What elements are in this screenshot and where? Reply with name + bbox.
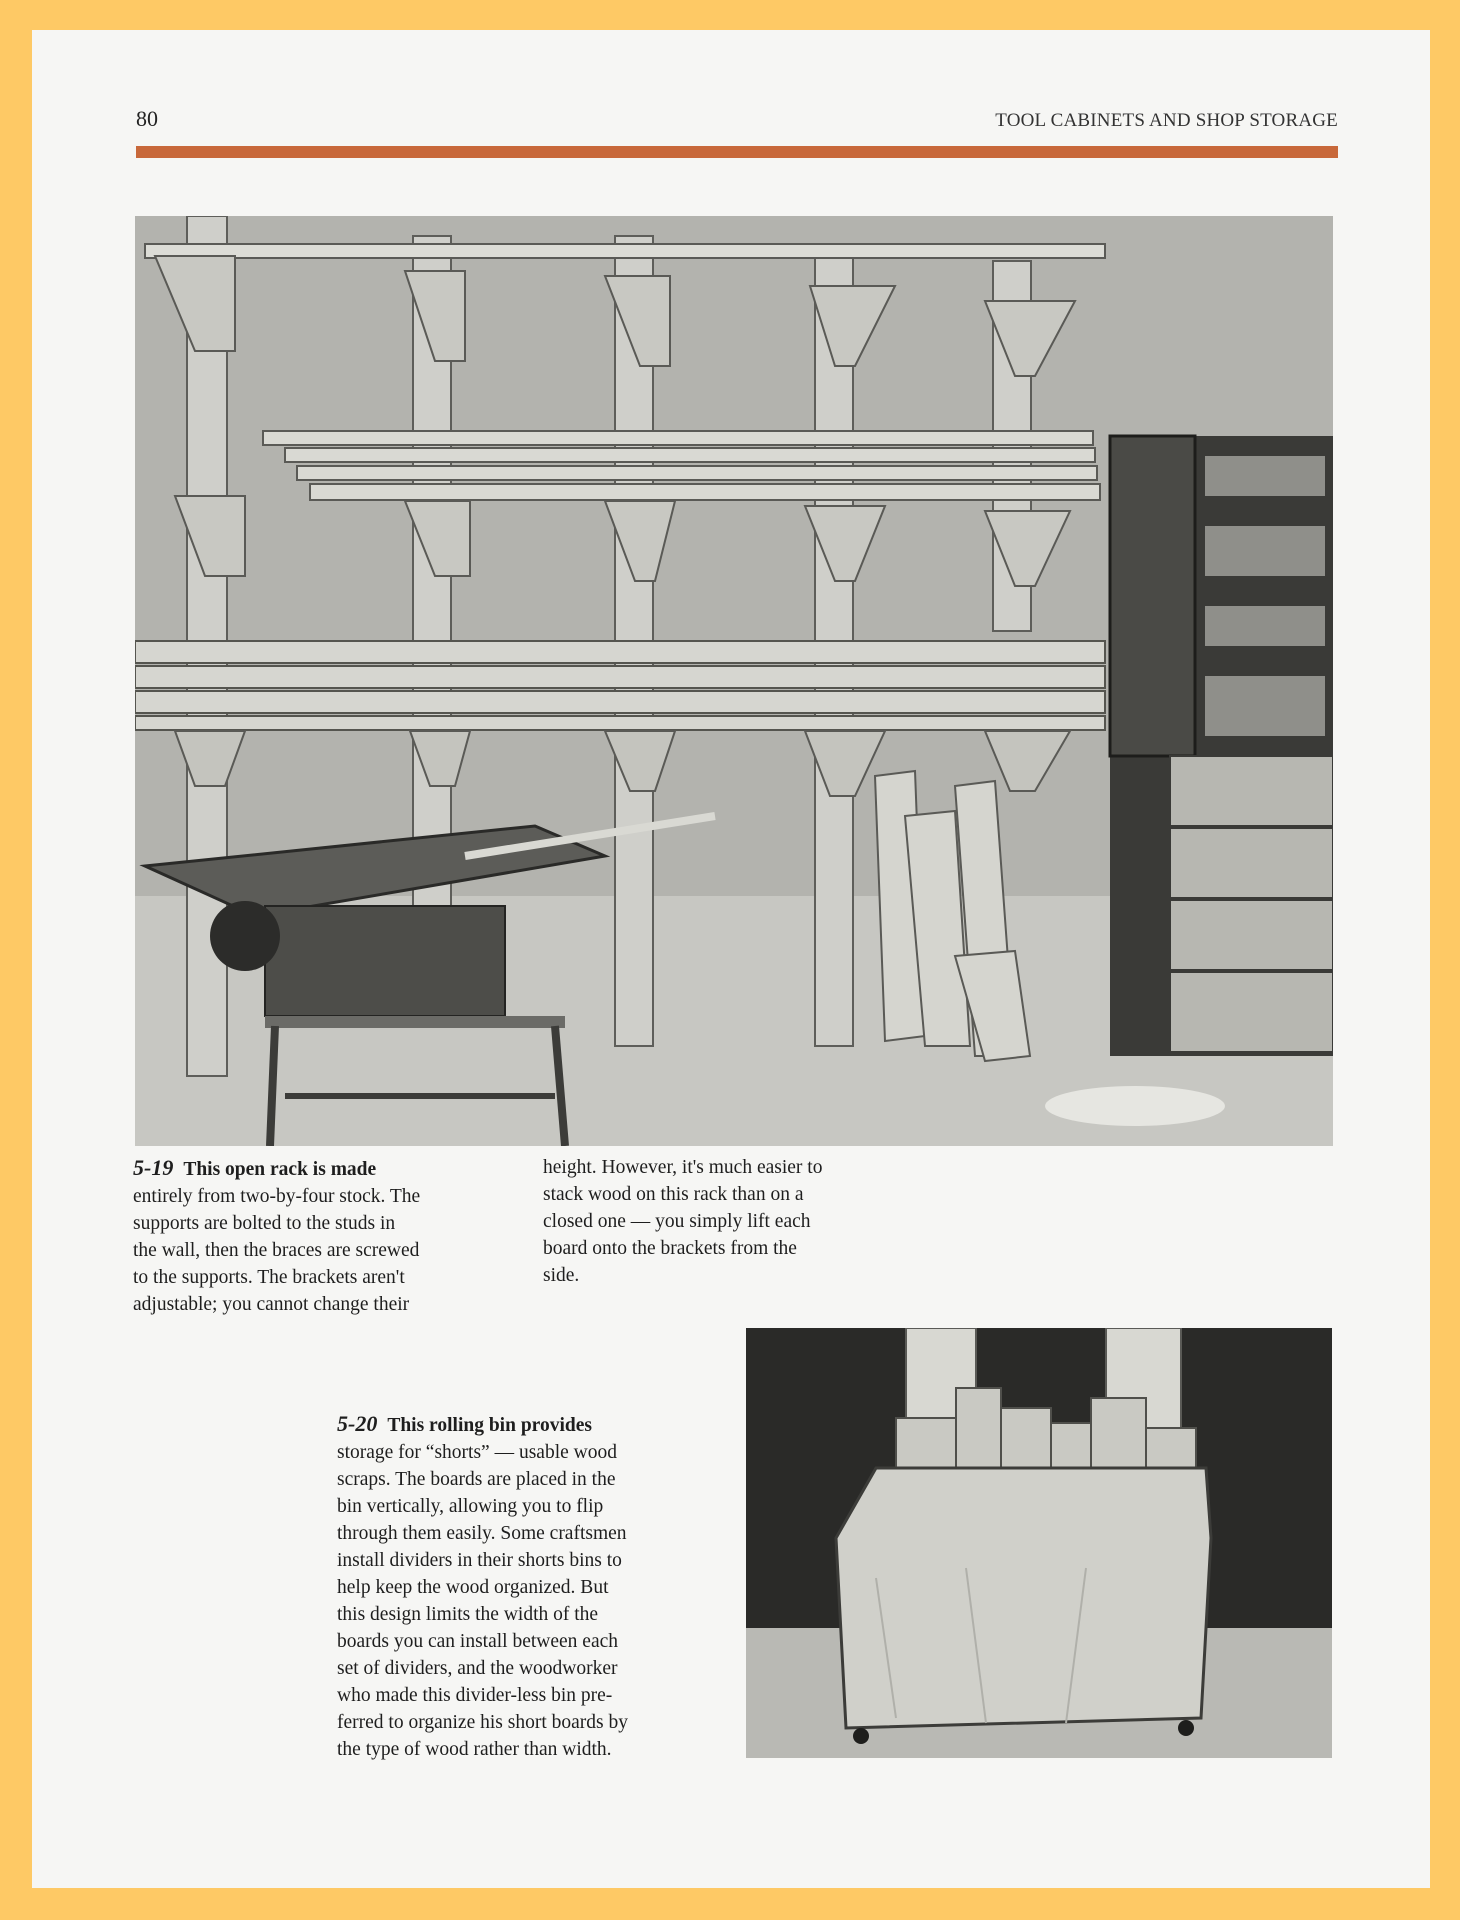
caption-5-19-column-2 [543,1154,903,1289]
caption-line: install dividers in their shorts bins to [337,1550,622,1571]
book-page [32,30,1430,1888]
running-head: TOOL CABINETS AND SHOP STORAGE [995,110,1338,131]
caption-5-19-column-1 [133,1154,513,1318]
caption-line: entirely from two-by-four stock. The [133,1186,421,1207]
figure-number: 5-20 [337,1411,378,1436]
caption-line: closed one — you simply lift each [543,1211,811,1232]
caption-line: bin vertically, allowing you to flip [337,1496,604,1517]
caption-line: this design limits the width of the [337,1604,599,1625]
caption-line: the type of wood rather than width. [337,1739,612,1760]
lumber-rack-photo [135,216,1333,1146]
caption-line: side. [543,1265,580,1286]
caption-line: stack wood on this rack than on a [543,1184,804,1205]
caption-lead: This rolling bin provides [387,1415,592,1436]
caption-line: scraps. The boards are placed in the [337,1469,616,1490]
figure-number: 5-19 [133,1155,174,1180]
caption-line: help keep the wood organized. But [337,1577,609,1598]
caption-line: to the supports. The brackets aren't [133,1267,405,1288]
caption-line: through them easily. Some craftsmen [337,1523,627,1544]
caption-lead: This open rack is made [183,1159,377,1180]
caption-line: who made this divider-less bin pre- [337,1685,613,1706]
caption-line: supports are bolted to the studs in [133,1213,396,1234]
caption-line: height. However, it's much easier to [543,1157,823,1178]
caption-line: storage for “shorts” — usable wood [337,1442,617,1463]
caption-line: adjustable; you cannot change their [133,1294,410,1315]
caption-line: board onto the brackets from the [543,1238,797,1259]
caption-5-20 [337,1410,737,1763]
caption-line: the wall, then the braces are screwed [133,1240,420,1261]
lumber-rack-illustration [135,216,1333,1146]
caption-line: boards you can install between each [337,1631,619,1652]
caption-line: ferred to organize his short boards by [337,1712,628,1733]
rolling-bin-illustration [746,1328,1332,1758]
rolling-bin-photo [746,1328,1332,1758]
page-number: 80 [136,106,158,131]
caption-line: set of dividers, and the woodworker [337,1658,618,1679]
header-rule [136,146,1338,158]
